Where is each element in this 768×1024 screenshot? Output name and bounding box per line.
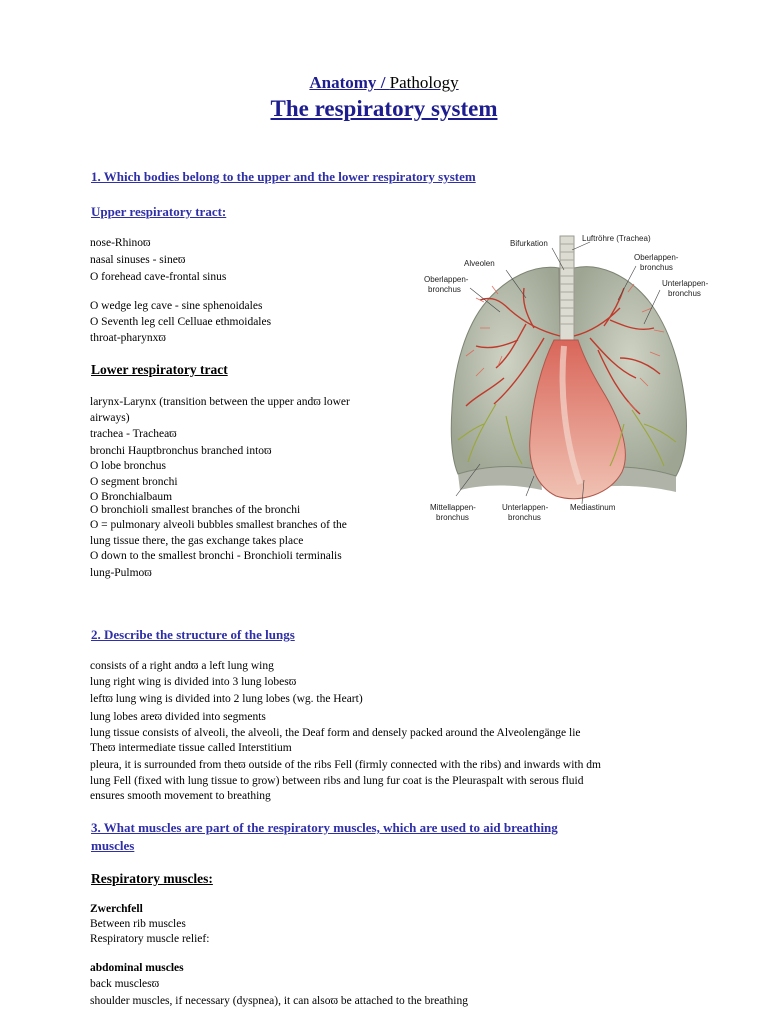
abdominal-muscles-label: abdominal muscles (90, 962, 184, 974)
lower-line: lung tissue there, the gas exchange takes place (90, 535, 304, 547)
lower-line: O = pulmonary alveoli bubbles smallest branches of the (90, 519, 347, 531)
page-title: The respiratory system (270, 96, 498, 121)
upper-tract-heading: Upper respiratory tract: (91, 204, 227, 219)
subject-anatomy: Anatomy (309, 73, 377, 92)
upper-line: O wedge leg cave - sine sphenoidales (90, 300, 263, 312)
q3-line: back musclesϖ (90, 978, 160, 990)
lower-line: O down to the smallest bronchi - Bronchioli terminalis (90, 550, 342, 562)
lower-line: larynx-Larynx (transition between the upper andϖ lower (90, 396, 350, 408)
upper-line: O Seventh leg cell Celluae ethmoidales (90, 316, 272, 328)
q3-line: shoulder muscles, if necessary (dyspnea), it can alsoϖ be attached to the breathing (90, 995, 468, 1007)
label-oberlappen-right-1: Oberlappen- (634, 253, 679, 262)
lower-line: O segment bronchi (90, 476, 178, 488)
q2-line: lung lobes areϖ divided into segments (90, 711, 266, 723)
lower-tract-heading: Lower respiratory tract (91, 362, 228, 377)
q1-heading: 1. Which bodies belong to the upper and the lower respiratory system (91, 169, 476, 184)
lung-illustration (414, 228, 710, 532)
q3-heading-line1: 3. What muscles are part of the respiratory muscles, which are used to aid breathing (91, 820, 558, 835)
label-mittellappen-2: bronchus (436, 513, 469, 522)
lower-line: airways) (90, 412, 130, 424)
label-mediastinum: Mediastinum (570, 503, 616, 512)
q2-heading: 2. Describe the structure of the lungs (91, 627, 295, 642)
q2-line: consists of a right andϖ a left lung wing (90, 660, 274, 672)
lower-line: lung-Pulmoϖ (90, 567, 152, 579)
label-unterlappen-right-1: Unterlappen- (662, 279, 709, 288)
label-unterlappen-right-2: bronchus (668, 289, 701, 298)
label-oberlappen-left-2: bronchus (428, 285, 461, 294)
document-subject (0, 73, 768, 93)
subject-pathology: Pathology (389, 73, 459, 92)
label-luftrohre: Luftröhre (Trachea) (582, 234, 651, 243)
q2-line: lung tissue consists of alveoli, the alveoli, the Deaf form and densely packed around the Alveolengänge lie (90, 727, 581, 739)
upper-line: nasal sinuses - sineϖ (90, 254, 186, 266)
lung-illustration-svg (414, 228, 710, 532)
label-oberlappen-left-1: Oberlappen- (424, 275, 469, 284)
lower-line: O lobe bronchus (90, 460, 167, 472)
q2-line: pleura, it is surrounded from theϖ outside of the ribs Fell (firmly connected with the ribs) and inwards with dm (90, 759, 601, 771)
q2-line: ensures smooth movement to breathing (90, 790, 271, 802)
q2-line: lung right wing is divided into 3 lung lobesϖ (90, 676, 297, 688)
lower-line: O Bronchialbaum (90, 491, 173, 503)
upper-line: O forehead cave-frontal sinus (90, 271, 227, 283)
respiratory-muscles-heading: Respiratory muscles: (91, 871, 213, 886)
label-unterlappen-bottom-1: Unterlappen- (502, 503, 549, 512)
q3-line: Between rib muscles (90, 918, 186, 930)
label-oberlappen-right-2: bronchus (640, 263, 673, 272)
q2-line: Theϖ intermediate tissue called Interstitium (90, 742, 292, 754)
lower-line: trachea - Tracheaϖ (90, 428, 177, 440)
label-alveolen: Alveolen (464, 259, 495, 268)
label-mittellappen-1: Mittellappen- (430, 503, 476, 512)
upper-line: throat-pharynxϖ (90, 332, 166, 344)
label-unterlappen-bottom-2: bronchus (508, 513, 541, 522)
q2-line: leftϖ lung wing is divided into 2 lung lobes (wg. the Heart) (90, 693, 363, 705)
q3-heading-line2: muscles (91, 838, 135, 853)
lower-line: bronchi Hauptbronchus branched intoϖ (90, 445, 272, 457)
zwerchfell-label: Zwerchfell (90, 903, 143, 915)
subject-separator: / (376, 73, 390, 92)
q3-line: Respiratory muscle relief: (90, 933, 210, 945)
upper-line: nose-Rhinoϖ (90, 237, 151, 249)
lower-line: O bronchioli smallest branches of the bronchi (90, 504, 301, 516)
q2-line: lung Fell (fixed with lung tissue to grow) between ribs and lung fur coat is the Pleuraspalt with serous fluid (90, 775, 584, 787)
label-bifurkation: Bifurkation (510, 239, 548, 248)
